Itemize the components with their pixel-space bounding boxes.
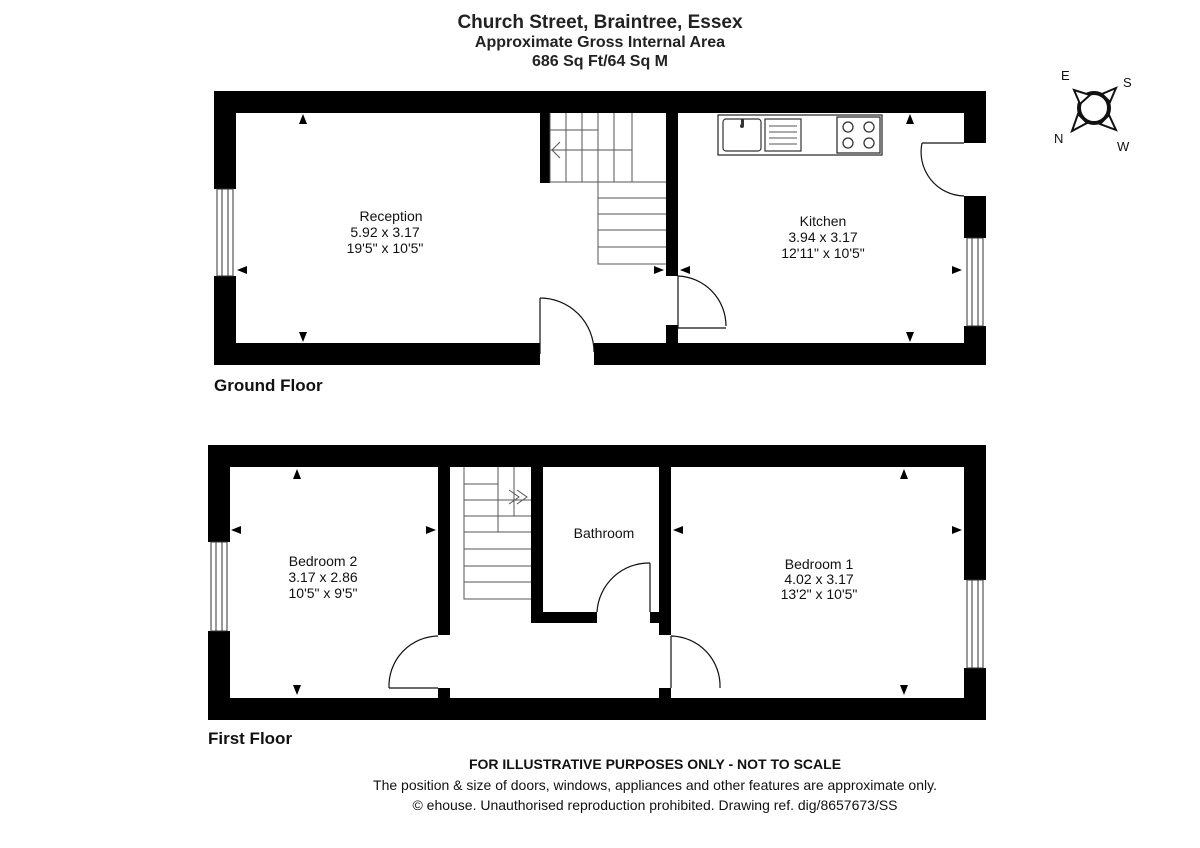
ff-left-window xyxy=(211,542,227,631)
ff-bedroom1-door xyxy=(671,636,720,688)
kitchen-name: Kitchen xyxy=(799,213,847,229)
ff-right-wall xyxy=(964,445,986,580)
gf-front-door xyxy=(540,298,594,354)
plan-subtitle: Approximate Gross Internal Area xyxy=(474,34,726,51)
gf-top-wall xyxy=(214,91,986,113)
gf-staircase xyxy=(550,113,666,264)
bedroom1-name: Bedroom 1 xyxy=(784,556,854,572)
first-floor-plan xyxy=(208,445,986,720)
ff-bedroom1-wall xyxy=(659,467,671,635)
bedroom2-imperial: 10'5" x 9'5" xyxy=(288,585,358,601)
plan-area: 686 Sq Ft/64 Sq M xyxy=(531,53,669,70)
gf-bottom-wall xyxy=(214,343,540,365)
ff-top-wall xyxy=(208,445,986,467)
ff-bathroom-left-wall xyxy=(531,467,543,622)
bedroom1-imperial: 13'2" x 10'5" xyxy=(780,586,858,602)
ff-bathroom-door xyxy=(597,563,650,612)
disclaimer-line-2: © ehouse. Unauthorised reproduction prohibited. Drawing ref. dig/8657673/SS xyxy=(412,797,898,813)
ff-bottom-wall xyxy=(208,698,986,720)
ff-bedroom2-door xyxy=(389,636,438,688)
compass-east-label: E xyxy=(1061,68,1070,83)
ff-staircase xyxy=(464,467,531,599)
hob-icon xyxy=(837,117,880,153)
bedroom2-name: Bedroom 2 xyxy=(288,553,358,569)
reception-imperial: 19'5" x 10'5" xyxy=(346,240,424,256)
gf-kitchen-door xyxy=(678,276,726,328)
kitchen-imperial: 12'11" x 10'5" xyxy=(781,245,865,261)
compass-south-label: S xyxy=(1123,75,1132,90)
bedroom2-metric: 3.17 x 2.86 xyxy=(288,569,358,585)
ff-left-wall xyxy=(208,445,230,542)
ff-bathroom-bottom-wall xyxy=(531,612,597,623)
compass-north-label: N xyxy=(1054,131,1064,146)
bedroom1-metric: 4.02 x 3.17 xyxy=(784,571,854,587)
ground-floor-label: Ground Floor xyxy=(214,376,323,395)
gf-back-door xyxy=(921,143,964,196)
plan-title: Church Street, Braintree, Essex xyxy=(457,12,743,33)
reception-name: Reception xyxy=(359,208,423,224)
ground-floor-plan xyxy=(214,91,986,365)
compass-icon xyxy=(1054,68,1132,154)
gf-right-wall xyxy=(964,91,986,143)
gf-left-wall xyxy=(214,91,236,189)
compass-west-label: W xyxy=(1117,139,1130,154)
disclaimer-line-1: The position & size of doors, windows, appliances and other features are approximate only. xyxy=(373,777,937,793)
reception-metric: 5.92 x 3.17 xyxy=(350,224,420,240)
gf-right-window xyxy=(967,238,983,326)
ff-right-window xyxy=(967,580,983,668)
disclaimer-heading: FOR ILLUSTRATIVE PURPOSES ONLY - NOT TO SCALE xyxy=(468,756,842,772)
ff-bedroom2-wall xyxy=(438,467,450,635)
kitchen-metric: 3.94 x 3.17 xyxy=(788,229,858,245)
first-floor-label: First Floor xyxy=(208,729,293,748)
bathroom-name: Bathroom xyxy=(573,525,635,541)
gf-left-window xyxy=(217,189,233,276)
